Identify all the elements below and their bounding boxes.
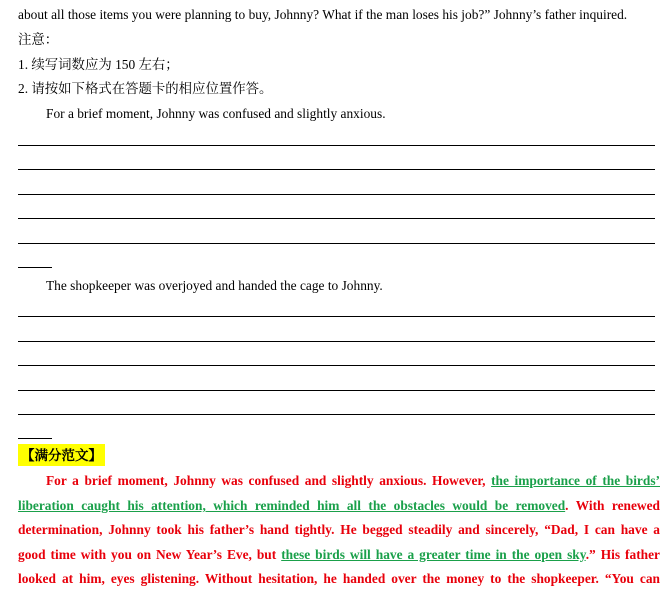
paragraph-1-opening: For a brief moment, Johnny was confused and slightly anxious. — [46, 106, 386, 121]
writing-line — [18, 390, 655, 391]
sample-essay-line — [18, 472, 660, 490]
sample-essay-heading: 【满分范文】 — [18, 444, 105, 466]
writing-line — [18, 218, 655, 219]
paragraph-2-opening: The shopkeeper was overjoyed and handed the cage to Johnny. — [46, 278, 383, 293]
note-answer-format: 2. 请按如下格式在答题卡的相应位置作答。 — [18, 81, 273, 96]
essay-text: . With renewed — [565, 498, 660, 513]
prompt-intro-line: about all those items you were planning to buy, Johnny? What if the man loses his job?” Johnny’s father inquired. — [18, 7, 628, 22]
essay-text: For a brief moment, Johnny was confused and slightly anxious. However, — [46, 473, 492, 488]
essay-highlight: liberation caught his attention, which reminded him all the obstacles would be removed — [18, 498, 566, 513]
sample-essay-line: looked at him, eyes glistening. Without hesitation, he handed over the money to the shopkeeper. “You can — [18, 571, 660, 586]
essay-text: good time with you on New Year’s Eve, but — [18, 547, 282, 562]
essay-highlight: these birds will have a greater time in the open sky — [281, 547, 586, 562]
sample-essay-line — [18, 546, 660, 564]
notes-title: 注意： — [18, 32, 59, 47]
writing-line — [18, 169, 655, 170]
writing-line — [18, 365, 655, 366]
writing-line — [18, 145, 655, 146]
writing-line — [18, 194, 655, 195]
writing-line — [18, 316, 655, 317]
writing-line-stub — [18, 438, 52, 439]
essay-highlight: the importance of the birds’ — [491, 473, 660, 488]
sample-essay-line: determination, Johnny took his father’s hand tightly. He begged steadily and sincerely, “Dad, I can have a — [18, 522, 660, 537]
writing-line-stub — [18, 267, 52, 268]
writing-line — [18, 414, 655, 415]
essay-text: .” His father — [585, 547, 660, 562]
sample-essay-line — [18, 497, 660, 515]
note-word-count: 1. 续写词数应为 150 左右； — [18, 57, 179, 72]
writing-line — [18, 243, 655, 244]
writing-line — [18, 341, 655, 342]
